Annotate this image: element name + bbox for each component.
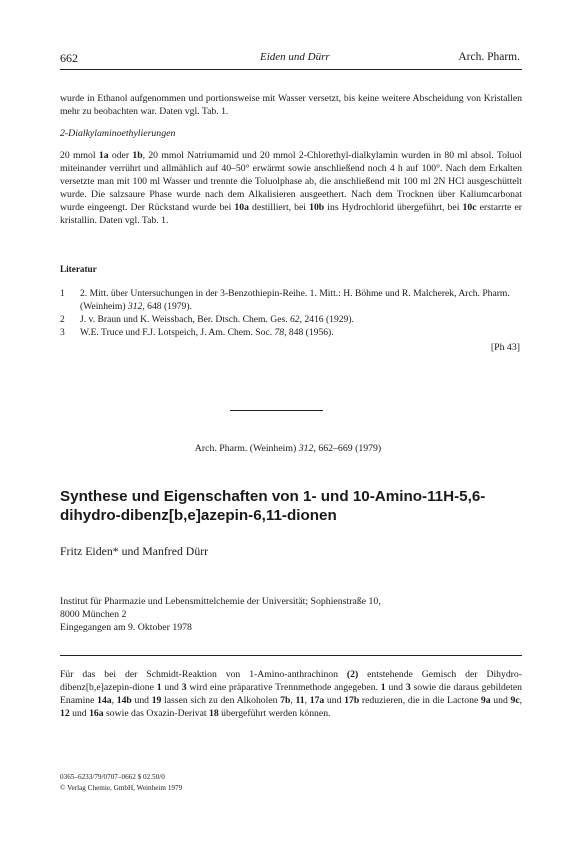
abstract-rule	[60, 655, 522, 656]
literature-heading: Literatur	[60, 264, 97, 274]
affiliation	[60, 595, 522, 634]
received-date: Eingegangen am 9. Oktober 1978	[60, 622, 192, 633]
running-head-journal: Arch. Pharm.	[458, 51, 520, 63]
section-heading: 2-Dialkylaminoethylierungen	[60, 128, 176, 139]
section-separator	[230, 410, 323, 411]
footer-code: 0365–6233/79/0707–0662 $ 02.50/0	[60, 773, 165, 781]
intro-paragraph: wurde in Ethanol aufgenommen und portionsweise mit Wasser versetzt, bis keine weitere Abscheidung von Kristallen mehr zu beobachten war. Daten vgl. Tab. 1.	[60, 93, 522, 117]
article-title: Synthese und Eigenschaften von 1- und 10-Amino-11H-5,6-dihydro-dibenz[b,e]azepin-6,11-dionen	[60, 488, 486, 524]
page-number: 662	[60, 51, 78, 65]
affiliation-line: Institut für Pharmazie und Lebensmittelchemie der Universität; Sophienstraße 10,	[60, 596, 381, 607]
ph-tag: [Ph 43]	[490, 342, 520, 353]
article-authors: Fritz Eiden* und Manfred Dürr	[60, 544, 209, 558]
reference-1: 1 2. Mitt. über Untersuchungen in der 3-Benzothiepin-Reihe. 1. Mitt.: H. Böhme und R. Malcherek, Arch. Pharm. (Weinheim) 312, 648 (1979).	[60, 288, 510, 312]
article-citation: Arch. Pharm. (Weinheim) 312, 662–669 (1979)	[194, 443, 382, 454]
header-rule	[60, 69, 522, 70]
running-head-authors: Eiden und Dürr	[260, 51, 330, 63]
reference-2: 2 J. v. Braun und K. Weissbach, Ber. Dtsch. Chem. Ges. 62, 2416 (1929).	[60, 314, 354, 325]
affiliation-line: 8000 München 2	[60, 609, 127, 620]
reference-3: 3 W.E. Truce und F.J. Lotspeich, J. Am. Chem. Soc. 78, 848 (1956).	[60, 327, 334, 338]
section-body: 20 mmol 1a oder 1b, 20 mmol Natriumamid und 20 mmol 2-Chlorethyl-dialkylamin wurden in 80 ml absol. Toluol miteinander verrührt und allmählich auf 40–50° erwärmt sowie anschließend noch 4 h auf 100°. Nach dem Erkalten versetzte man mit 100 ml Wasser und trennte die Toluolphase ab, die anschließend mit 100 ml 2N HCl ausgeschüttelt wurde. Die salzsaure Phase wurde nach dem Alkalisieren ausgeethert. Nach dem Trocknen über Kaliumcarbonat wurde eingeengt. Der Rückstand wurde bei 10a destilliert, bei 10b ins Hydrochlorid übergeführt, bei 10c erstarrte er kristallin. Daten vgl. Tab. 1.	[60, 150, 523, 226]
abstract: Für das bei der Schmidt-Reaktion von 1-Amino-anthrachinon (2) entstehende Gemisch der Dihydro-dibenz[b,e]azepin-dione 1 und 3 wird eine präparative Trennmethode angegeben. 1 und 3 sowie die daraus gebildeten Enamine 14a, 14b und 19 lassen sich zu den Alkoholen 7b, 11, 17a und 17b reduzieren, die in die Lactone 9a und 9c, 12 und 16a sowie das Oxazin-Derivat 18 übergeführt werden können.	[60, 669, 523, 719]
copyright: © Verlag Chemie, GmbH, Weinheim 1979	[60, 784, 183, 792]
